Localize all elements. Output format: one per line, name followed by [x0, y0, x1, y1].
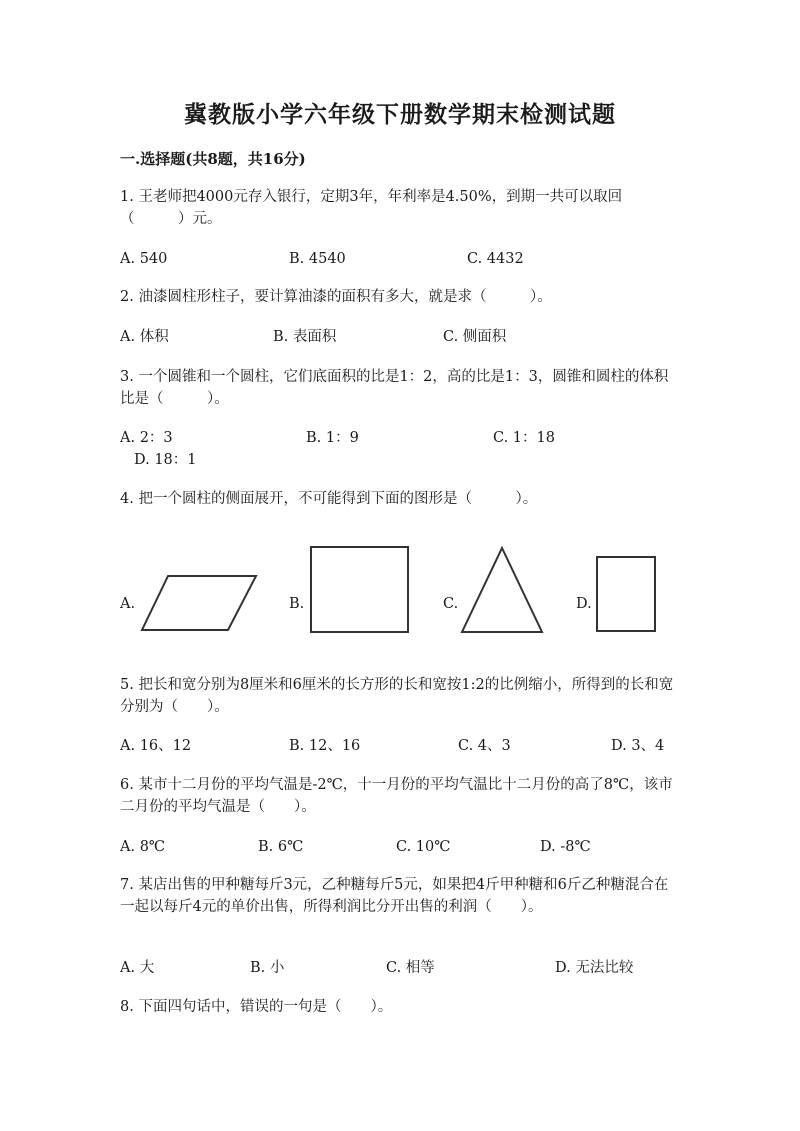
q1-option-b[interactable]: B. 4540 — [289, 251, 346, 267]
q7-option-d[interactable]: D. 无法比较 — [555, 960, 634, 976]
q2-option-a[interactable]: A. 体积 — [120, 329, 169, 345]
q7-option-c[interactable]: C. 相等 — [386, 960, 435, 976]
rectangle-figure — [594, 554, 658, 634]
square-figure — [308, 544, 412, 636]
question-2: 2. 油漆圆柱形柱子，要计算油漆的面积有多大，就是求（ ）。 — [120, 289, 552, 305]
question-6: 6. 某市十二月份的平均气温是-2℃，十一月份的平均气温比十二月份的高了8℃，该市二月份的平均气温是（ ）。 — [120, 777, 673, 815]
question-3: 3. 一个圆锥和一个圆柱，它们底面积的比是1：2，高的比是1：3，圆锥和圆柱的体积比是（ ）。 — [120, 369, 669, 407]
q3-option-b[interactable]: B. 1：9 — [306, 430, 359, 446]
q4-option-c[interactable]: C. — [443, 596, 459, 612]
triangle-figure — [458, 544, 546, 636]
q5-option-d[interactable]: D. 3、4 — [611, 738, 665, 754]
q7-option-a[interactable]: A. 大 — [120, 960, 155, 976]
q4-option-a[interactable]: A. — [120, 596, 136, 612]
section-header: 一.选择题(共8题，共16分) — [120, 150, 306, 168]
question-7: 7. 某店出售的甲种糖每斤3元，乙种糖每斤5元，如果把4斤甲种糖和6斤乙种糖混合在一起以每斤4元的单价出售，所得利润比分开出售的利润（ ）。 — [120, 877, 669, 915]
q7-option-b[interactable]: B. 小 — [250, 960, 285, 976]
question-5: 5. 把长和宽分别为8厘米和6厘米的长方形的长和宽按1:2的比例缩小，所得到的长和宽分别为（ ）。 — [120, 677, 674, 715]
page-title: 冀教版小学六年级下册数学期末检测试题 — [184, 101, 616, 128]
q3-option-d[interactable]: D. 18：1 — [134, 452, 197, 468]
question-1: 1. 王老师把4000元存入银行，定期3年，年利率是4.50%，到期一共可以取回（ ）元。 — [120, 189, 623, 227]
q2-option-c[interactable]: C. 侧面积 — [443, 329, 507, 345]
q5-option-c[interactable]: C. 4、3 — [458, 738, 511, 754]
q5-option-b[interactable]: B. 12、16 — [289, 738, 361, 754]
q5-option-a[interactable]: A. 16、12 — [120, 738, 192, 754]
q4-option-b[interactable]: B. — [289, 596, 305, 612]
q2-option-b[interactable]: B. 表面积 — [273, 329, 337, 345]
q6-option-b[interactable]: B. 6℃ — [258, 839, 304, 855]
q6-option-d[interactable]: D. -8℃ — [540, 839, 591, 855]
q3-option-c[interactable]: C. 1：18 — [493, 430, 555, 446]
q3-option-a[interactable]: A. 2：3 — [120, 430, 173, 446]
q4-option-d[interactable]: D. — [576, 596, 592, 612]
question-8: 8. 下面四句话中，错误的一句是（ ）。 — [120, 999, 393, 1015]
q6-option-a[interactable]: A. 8℃ — [120, 839, 166, 855]
parallelogram-figure — [138, 570, 262, 636]
question-4: 4. 把一个圆柱的侧面展开，不可能得到下面的图形是（ ）。 — [120, 491, 538, 507]
q1-option-a[interactable]: A. 540 — [120, 251, 168, 267]
q1-option-c[interactable]: C. 4432 — [467, 251, 524, 267]
q6-option-c[interactable]: C. 10℃ — [396, 839, 451, 855]
